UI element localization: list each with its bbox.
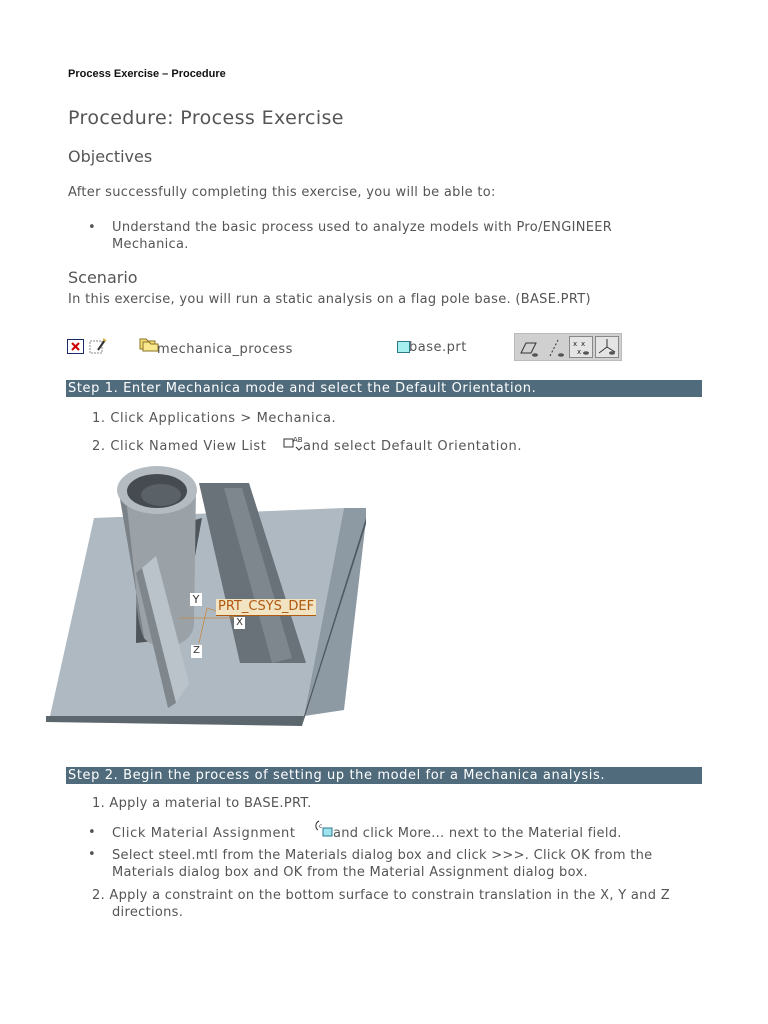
datum-point-display-icon[interactable] [569,336,593,358]
material-assignment-text: Click Material Assignment [112,826,296,841]
folder-icon [139,336,159,352]
close-window-icon[interactable] [67,339,85,355]
bullet-marker: • [88,220,96,235]
csys-label: PRT_CSYS_DEF [218,599,315,614]
bullet-marker: • [88,847,96,862]
running-header: Process Exercise – Procedure [68,68,226,80]
select-material-line: Select steel.mtl from the Materials dialog box and click >>>. Click OK from the [112,848,653,863]
axis-y-label: Y [190,593,202,606]
axis-z-label: Z [191,645,202,658]
step-2-bar: Step 2. Begin the process of setting up the model for a Mechanica analysis. [66,767,702,784]
base-part-model [44,458,374,730]
page-title: Procedure: Process Exercise [68,107,344,129]
scenario-text: In this exercise, you will run a static analysis on a flag pole base. (BASE.PRT) [68,292,591,307]
erase-icon[interactable] [89,337,107,355]
step-1-item-2: 2. Click Named View List [92,439,267,454]
objectives-intro: After successfully completing this exercise, you will be able to: [68,185,496,200]
svg-text:x: x [581,340,586,348]
objective-line: Understand the basic process used to analyze models with Pro/ENGINEER [112,220,613,235]
step-2-item-2-cont: directions. [112,905,184,920]
folder-name: mechanica_process [157,342,293,357]
objective-line: Mechanica. [112,237,189,252]
csys-display-icon[interactable] [595,336,619,358]
objectives-heading: Objectives [68,147,153,166]
svg-text:AB: AB [293,436,303,444]
step-1-bar: Step 1. Enter Mechanica mode and select the Default Orientation. [66,380,702,397]
svg-text:x: x [577,348,582,356]
material-assignment-text-cont: and click More... next to the Material field. [333,826,622,841]
objective-item [112,219,692,253]
select-material-line: Materials dialog box and OK from the Material Assignment dialog box. [112,865,588,880]
svg-text:x: x [573,340,578,348]
step-1-item-2-cont: and select Default Orientation. [303,439,523,454]
select-material-text [112,847,692,881]
part-name: base.prt [409,340,467,355]
material-assignment-icon[interactable] [313,819,335,839]
bullet-marker: • [88,825,96,840]
named-view-list-icon[interactable] [283,434,305,452]
datum-axis-display-icon[interactable] [543,336,567,358]
datum-plane-display-icon[interactable] [517,336,541,358]
axis-x-label: X [234,617,245,629]
datum-display-toolbar [514,333,622,361]
step-2-item-2: 2. Apply a constraint on the bottom surface to constrain translation in the X, Y and Z [92,888,670,903]
step-1-item-1: 1. Click Applications > Mechanica. [92,411,337,426]
scenario-heading: Scenario [68,268,138,287]
svg-text:c: c [319,823,323,830]
step-2-item-1: 1. Apply a material to BASE.PRT. [92,796,312,811]
